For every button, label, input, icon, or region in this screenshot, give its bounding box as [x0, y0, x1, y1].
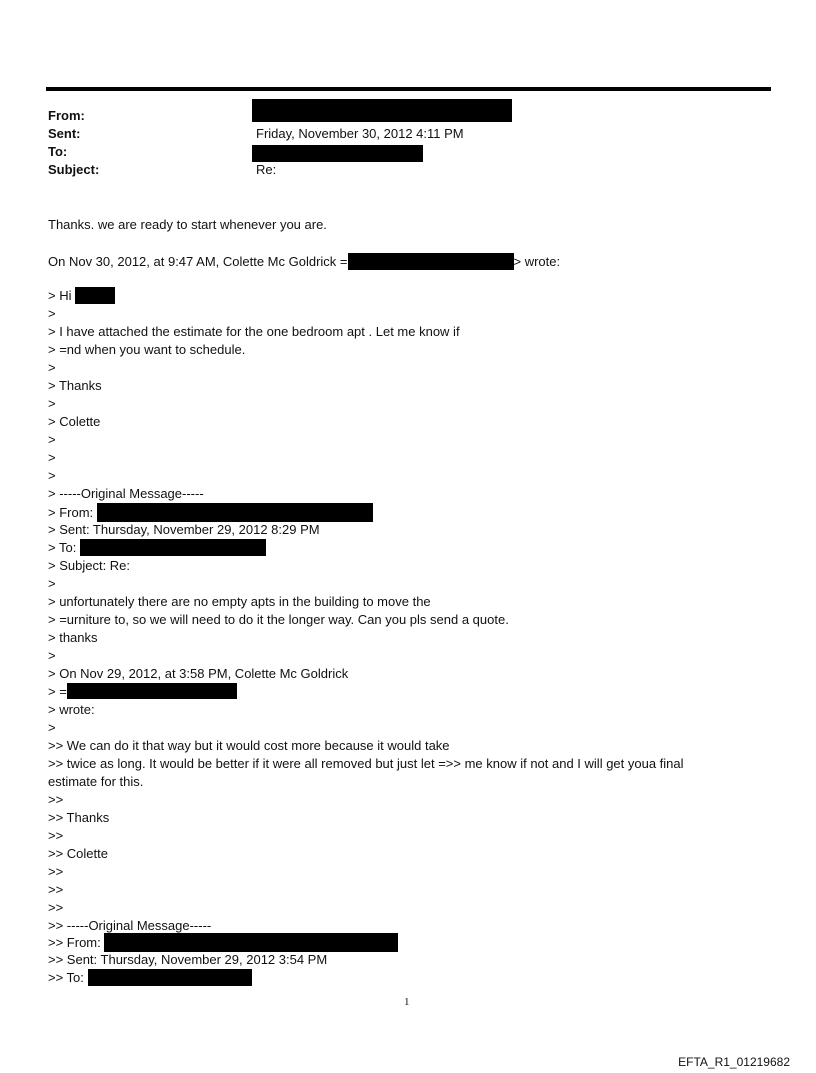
quote-line: >> — [48, 864, 64, 879]
redaction-name — [75, 287, 115, 304]
quote-line: > — [48, 306, 56, 321]
quote-line: estimate for this. — [48, 774, 144, 789]
quote-line: >> — [48, 792, 64, 807]
subject-value: Re: — [256, 162, 277, 177]
quote-line: > wrote: — [48, 702, 95, 717]
quote-line: > — [48, 360, 56, 375]
quote-intro-text: On Nov 30, 2012, at 9:47 AM, Colette Mc Goldrick = — [48, 254, 348, 269]
quote-line: > — [48, 648, 56, 663]
quote-line — [48, 503, 373, 522]
quote-line — [48, 539, 266, 557]
quote-line: >> — [48, 900, 64, 915]
redaction-quoted-from-2 — [104, 933, 398, 952]
quote-line: > — [48, 468, 56, 483]
quote-line: > Sent: Thursday, November 29, 2012 8:29 PM — [48, 522, 320, 537]
quote-line: >> twice as long. It would be better if it were all removed but just let =>> me know if not and I will get youa final — [48, 756, 684, 771]
document-id: EFTA_R1_01219682 — [678, 1055, 790, 1069]
quote-line: > =urniture to, so we will need to do it the longer way. Can you pls send a quote. — [48, 612, 509, 627]
redaction-email — [348, 253, 514, 270]
quoted-to-label-2: >> To: — [48, 970, 84, 985]
quote-line: > Subject: Re: — [48, 558, 131, 573]
quote-line: > — [48, 450, 56, 465]
quote-line: > thanks — [48, 630, 98, 645]
quote-line: > I have attached the estimate for the one bedroom apt . Let me know if — [48, 324, 460, 339]
redaction-from — [252, 99, 512, 122]
quote-line — [48, 287, 115, 305]
page-number: 1 — [404, 996, 410, 1008]
quote-line: > Colette — [48, 414, 101, 429]
subject-label: Subject: — [48, 162, 100, 177]
quote-line: > — [48, 432, 56, 447]
quote-line: >> -----Original Message----- — [48, 918, 212, 933]
quote-line: > Thanks — [48, 378, 102, 393]
quote-line: > =nd when you want to schedule. — [48, 342, 246, 357]
from-label: From: — [48, 108, 85, 123]
quoted-from-label: > From: — [48, 505, 94, 520]
quote-line — [48, 933, 398, 952]
quote-line: > — [48, 576, 56, 591]
quote-intro — [48, 253, 560, 271]
quote-line: >> — [48, 828, 64, 843]
quote-line: >> Colette — [48, 846, 108, 861]
quoted-email-prefix: > = — [48, 684, 67, 699]
body-line: Thanks. we are ready to start whenever you are. — [48, 217, 327, 232]
redaction-to — [252, 145, 423, 162]
quote-line: >> Sent: Thursday, November 29, 2012 3:54 PM — [48, 952, 328, 967]
sent-value: Friday, November 30, 2012 4:11 PM — [256, 126, 464, 141]
redaction-quoted-from — [97, 503, 373, 522]
quote-line: >> We can do it that way but it would cost more because it would take — [48, 738, 450, 753]
header-rule — [46, 87, 771, 91]
quote-line — [48, 683, 237, 701]
greeting-text: > Hi — [48, 288, 72, 303]
quoted-to-label: > To: — [48, 540, 77, 555]
quote-line: > — [48, 720, 56, 735]
redaction-quoted-to-2 — [88, 969, 252, 986]
redaction-quoted-email — [67, 683, 237, 699]
quote-line: >> — [48, 882, 64, 897]
quoted-from-label-2: >> From: — [48, 935, 101, 950]
quote-line: > unfortunately there are no empty apts in the building to move the — [48, 594, 431, 609]
quote-line — [48, 969, 252, 987]
quote-intro-wrote: > wrote: — [513, 254, 561, 269]
to-label: To: — [48, 144, 68, 159]
quote-line: > -----Original Message----- — [48, 486, 204, 501]
redaction-quoted-to — [80, 539, 266, 556]
quote-line: > — [48, 396, 56, 411]
sent-label: Sent: — [48, 126, 81, 141]
quote-line: > On Nov 29, 2012, at 3:58 PM, Colette Mc Goldrick — [48, 666, 349, 681]
quote-line: >> Thanks — [48, 810, 110, 825]
